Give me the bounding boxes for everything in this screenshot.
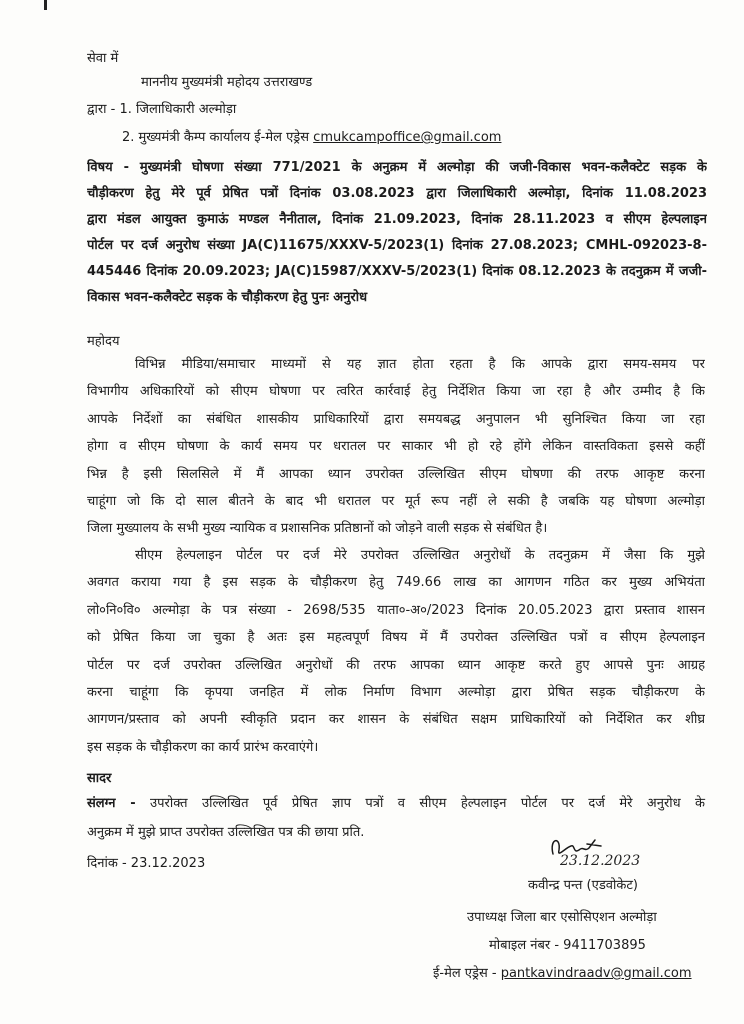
paragraph-line: विभागीय अधिकारियों को सीएम घोषणा पर त्वरित कार्रवाई हेतु निर्देशित किया जा रहा है और उम्मीद है कि bbox=[87, 384, 705, 400]
email-label: ई-मेल एड्रेस - bbox=[433, 966, 497, 981]
regards: सादर bbox=[87, 771, 112, 786]
enclosure-line-1 bbox=[87, 795, 705, 813]
paragraph-line: भिन्न है इसी सिलसिले में मैं आपका ध्यान उपरोक्त उल्लिखित सीएम घोषणा की तरफ आकृष्ट करना bbox=[87, 466, 705, 482]
cm-camp-email-link[interactable]: cmukcampoffice@gmail.com bbox=[313, 130, 502, 145]
signatory-mobile: मोबाइल नंबर - 9411703895 bbox=[489, 938, 646, 953]
signatory-name: कवीन्द्र पन्त (एडवोकेट) bbox=[528, 878, 638, 893]
paragraph-line: पोर्टल पर दर्ज उपरोक्त उल्लिखित अनुरोधों की तरफ आपका ध्यान आकृष्ट करते हुए आपसे पुनः आग्रह bbox=[87, 657, 705, 673]
salutation-to: सेवा में bbox=[87, 51, 119, 66]
paragraph-line: इस सड़क के चौड़ीकरण का कार्य प्रारंभ करवाएंगे। bbox=[87, 739, 319, 755]
paragraph-1 bbox=[87, 351, 705, 543]
via-line-2-text: 2. मुख्यमंत्री कैम्प कार्यालय ई-मेल एड्रेस bbox=[122, 130, 310, 145]
enclosure-line-2: अनुक्रम में मुझे प्राप्त उपरोक्त उल्लिखित पत्र की छाया प्रति. bbox=[87, 825, 365, 840]
subject-line: विषय - मुख्यमंत्री घोषणा संख्या 771/2021 के अनुक्रम में अल्मोड़ा की जजी-विकास भवन-कलैक्टेट सड़क के bbox=[87, 160, 707, 175]
paragraph-line: करना चाहूंगा कि कृपया जनहित में लोक निर्माण विभाग अल्मोड़ा द्वारा प्रेषित सड़क चौड़ीकरण के bbox=[87, 685, 705, 701]
paragraph-line: जिला मुख्यालय के सभी मुख्य न्यायिक व प्रशासनिक प्रतिष्ठानों को जोड़ने वाली सड़क से संबंधित है। bbox=[87, 521, 548, 537]
subject-line: 445446 दिनांक 20.09.2023; JA(C)15987/XXXV-5/2023(1) दिनांक 08.12.2023 के तदनुक्रम में जजी- bbox=[87, 264, 707, 279]
paragraph-line: होगा व सीएम घोषणा के कार्य समय पर धरातल पर साकार भी हो रहे होंगे लेकिन वास्तविकता इससे कहीं bbox=[87, 439, 705, 455]
paragraph-line: आपके निर्देशों का संबंधित शासकीय प्राधिकारियों द्वारा समयबद्ध अनुपालन भी सुनिश्चित किया जा रहा bbox=[87, 411, 705, 427]
greeting: महोदय bbox=[87, 334, 120, 349]
via-line-1: द्वारा - 1. जिलाधिकारी अल्मोड़ा bbox=[87, 102, 237, 117]
enclosure-text: उपरोक्त उल्लिखित पूर्व प्रेषित ज्ञाप पत्रों व सीएम हेल्पलाइन पोर्टल पर दर्ज मेरे अनुरोध के bbox=[150, 796, 705, 811]
handwritten-date: 23.12.2023 bbox=[560, 853, 641, 869]
addressee: माननीय मुख्यमंत्री महोदय उत्तराखण्ड bbox=[141, 75, 313, 90]
punch-mark bbox=[44, 0, 47, 10]
signatory-email-line bbox=[433, 965, 692, 983]
paragraph-line: को प्रेषित किया जा चुका है अतः इस महत्वपूर्ण विषय में मैं उपरोक्त उल्लिखित पत्रों व सीएम हेल्पलाइन bbox=[87, 630, 705, 646]
subject-line: चौड़ीकरण हेतु मेरे पूर्व प्रेषित पत्रों दिनांक 03.08.2023 द्वारा जिलाधिकारी अल्मोड़ा, दिनांक 11.08.2023 bbox=[87, 186, 707, 201]
subject-line: द्वारा मंडल आयुक्त कुमाऊं मण्डल नैनीताल, दिनांक 21.09.2023, दिनांक 28.11.2023 व सीएम हेल्पलाइन bbox=[87, 212, 707, 227]
subject-block bbox=[87, 155, 707, 311]
signatory-designation: उपाध्यक्ष जिला बार एसोसिएशन अल्मोड़ा bbox=[467, 910, 657, 925]
paragraph-line: आगणन/प्रस्ताव को अपनी स्वीकृति प्रदान कर शासन के संबंधित सक्षम प्राधिकारियों को निर्देशित कर शीघ्र bbox=[87, 712, 705, 728]
paragraph-line: लो०नि०वि० अल्मोड़ा के पत्र संख्या - 2698/535 याता०-अ०/2023 दिनांक 20.05.2023 द्वारा प्रस्ताव शासन bbox=[87, 602, 705, 618]
paragraph-2 bbox=[87, 542, 705, 761]
signatory-email-link[interactable]: pantkavindraadv@gmail.com bbox=[500, 966, 692, 981]
paragraph-line: चाहूंगा जो कि दो साल बीतने के बाद भी धरातल पर मूर्त रूप नहीं ले सकी है जबकि यह घोषणा अल्मोड़ा bbox=[87, 494, 705, 510]
paragraph-line: सीएम हेल्पलाइन पोर्टल पर दर्ज मेरे उपरोक्त उल्लिखित अनुरोधों के तदनुक्रम में जैसा कि मुझे bbox=[135, 548, 705, 563]
paragraph-line: विभिन्न मीडिया/समाचार माध्यमों से यह ज्ञात होता रहता है कि आपके द्वारा समय-समय पर bbox=[135, 357, 705, 372]
enclosure-label: संलग्न - bbox=[87, 796, 136, 811]
date-line: दिनांक - 23.12.2023 bbox=[87, 856, 206, 871]
paragraph-line: अवगत कराया गया है इस सड़क के चौड़ीकरण हेतु 749.66 लाख का आगणन गठित कर मुख्य अभियंता bbox=[87, 575, 705, 591]
subject-line: पोर्टल पर दर्ज अनुरोध संख्या JA(C)11675/XXXV-5/2023(1) दिनांक 27.08.2023; CMHL-092023-8- bbox=[87, 238, 707, 253]
via-line-2 bbox=[122, 129, 501, 147]
subject-line: विकास भवन-कलैक्टेट सड़क के चौड़ीकरण हेतु पुनः अनुरोध bbox=[87, 290, 368, 305]
